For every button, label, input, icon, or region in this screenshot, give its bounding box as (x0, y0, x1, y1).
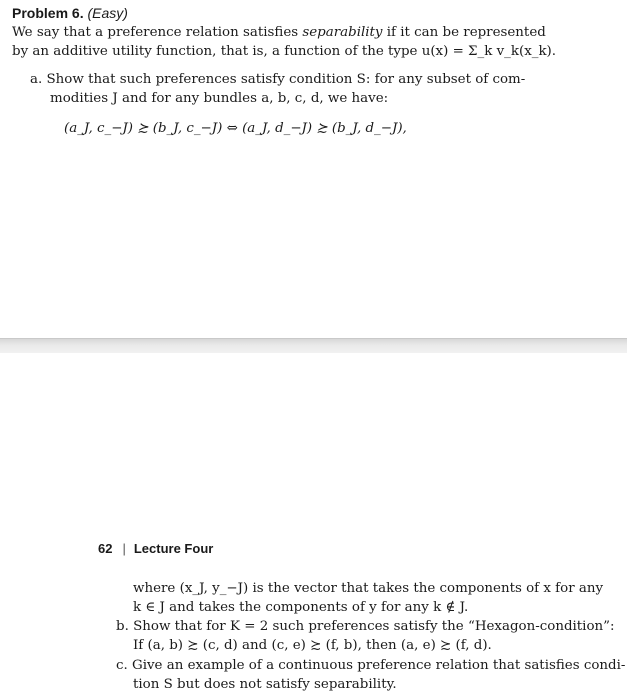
page-footer (98, 541, 213, 556)
intro-line-1 (12, 24, 546, 42)
page-top-section (0, 0, 627, 338)
part-a-line-1: a. Show that such preferences satisfy condition S: for any subset of com- (30, 72, 526, 87)
intro-line-2: by an additive utility function, that is, a function of the type u(x) = Σ_k v_k(x_k). (12, 44, 557, 59)
part-c-line-2: tion S but does not satisfy separability. (133, 677, 397, 692)
page-divider (0, 338, 627, 354)
page-number: 62 (98, 541, 113, 556)
where-line-2: k ∈ J and takes the components of y for any k ∉ J. (133, 600, 469, 615)
part-a-line-2: modities J and for any bundles a, b, c, d, we have: (50, 91, 389, 106)
page-bottom-section (0, 353, 627, 700)
part-b-line-2: If (a, b) ≿ (c, d) and (c, e) ≿ (f, b), then (a, e) ≿ (f, d). (133, 638, 492, 653)
problem-heading (12, 4, 128, 22)
problem-difficulty: (Easy) (87, 5, 128, 21)
problem-title: Problem 6. (12, 5, 84, 21)
intro-suffix: if it can be represented (382, 25, 546, 40)
footer-separator: | (122, 541, 126, 556)
intro-term: separability (302, 25, 383, 40)
intro-prefix: We say that a preference relation satisfies (12, 25, 303, 40)
part-b-line-1: b. Show that for K = 2 such preferences satisfy the “Hexagon-condition”: (116, 619, 615, 634)
part-c-line-1: c. Give an example of a continuous preference relation that satisfies condi- (116, 658, 626, 673)
part-a-formula: (a_J, c_−J) ≿ (b_J, c_−J) ⇔ (a_J, d_−J) ≿ (b_J, d_−J), (64, 121, 407, 136)
chapter-title: Lecture Four (133, 541, 214, 556)
where-line-1: where (x_J, y_−J) is the vector that takes the components of x for any (133, 581, 604, 596)
